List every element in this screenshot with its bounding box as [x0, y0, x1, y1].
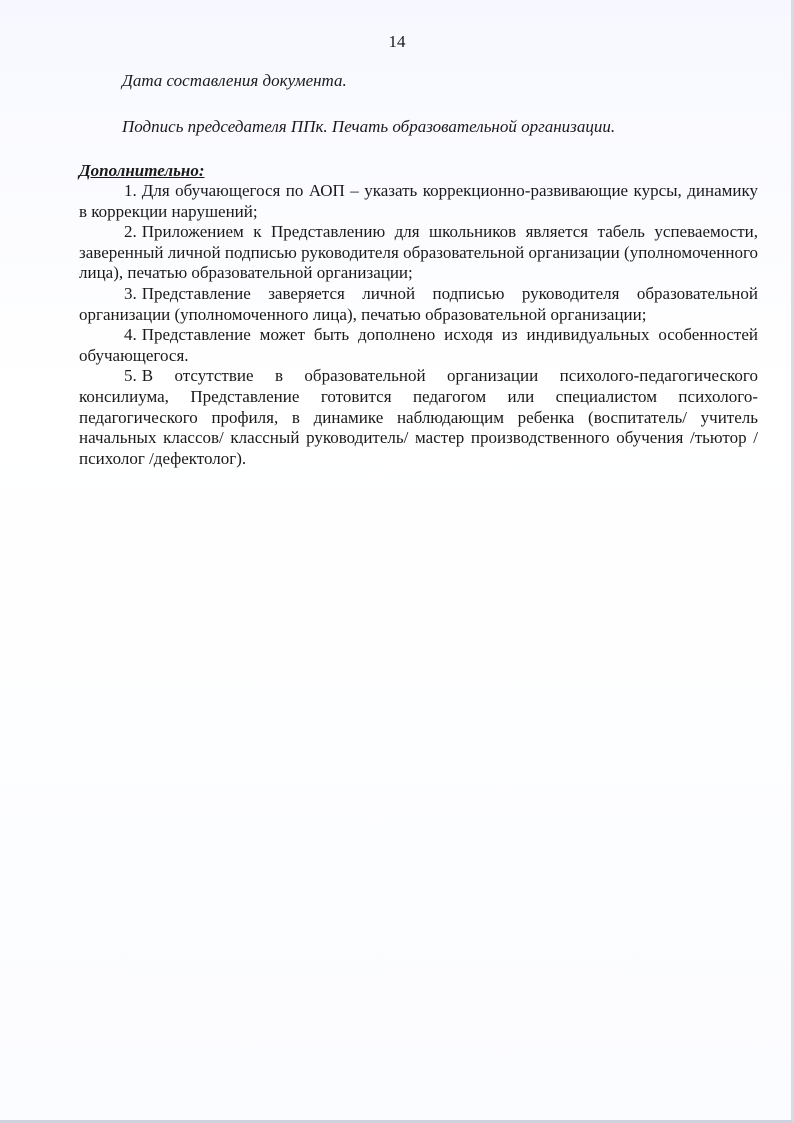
- additional-notes-list: [79, 181, 758, 469]
- note-item-4: [79, 325, 758, 366]
- note-item-2: [79, 222, 758, 284]
- note-item-5: [79, 366, 758, 469]
- note-item-text: Представление может быть дополнено исходя из индивидуальных особенностей обучающегося.: [79, 325, 758, 365]
- note-item-text: Приложением к Представлению для школьников является табель успеваемости, заверенный личной подписью руководителя образовательной организации (уполномоченного лица), печатью образовательной организации;: [79, 222, 758, 283]
- note-item-text: Представление заверяется личной подписью руководителя образовательной организации (уполномоченного лица), печатью образовательной организации;: [79, 283, 758, 324]
- note-item-number: 2.: [124, 222, 137, 242]
- signature-line: Подпись председателя ППк. Печать образовательной организации.: [122, 117, 616, 136]
- note-item-text: Для обучающегося по АОП – указать коррекционно-развивающие курсы, динамику в коррекции нарушений;: [79, 181, 758, 221]
- note-item-3: [79, 284, 758, 325]
- note-item-number: 4.: [124, 325, 137, 345]
- document-date-line: Дата составления документа.: [122, 71, 347, 90]
- note-item-number: 1.: [124, 181, 137, 200]
- note-item-text: В отсутствие в образовательной организации психолого-педагогического консилиума, Представление готовится педагогом или специалистом психолого-педагогического профиля, в динамике наблюдающим ребенка (воспитатель/ учитель начальных классов/ классный руководитель/ мастер производственного обучения /тьютор /психолог /дефектолог).: [79, 366, 758, 468]
- note-item-number: 3.: [124, 283, 137, 303]
- note-item-1: [79, 181, 758, 222]
- additional-notes-heading: Дополнительно:: [79, 161, 205, 180]
- note-item-number: 5.: [124, 366, 137, 386]
- page-number: 14: [388, 32, 406, 51]
